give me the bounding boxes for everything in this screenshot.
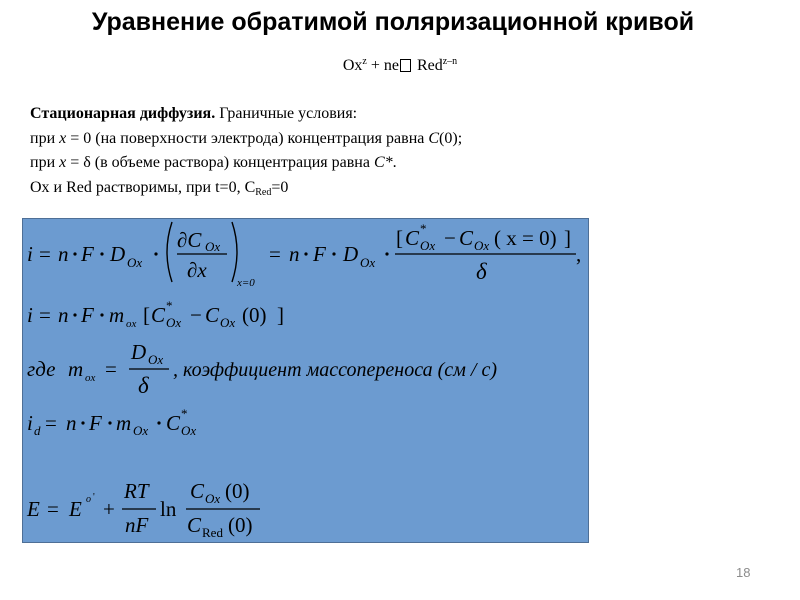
eq1-dot-1 <box>73 252 76 255</box>
eq5-ln: ln <box>160 497 177 521</box>
eq5-E0-sup: o <box>86 494 91 505</box>
eq1-i: i <box>27 242 33 266</box>
eq1-n: n <box>58 242 69 266</box>
condition-initial <box>30 176 462 206</box>
reaction-middle: + ne <box>366 57 399 74</box>
eq4-equals: = <box>45 411 57 435</box>
eq5-E0: E <box>69 497 82 521</box>
eq5-E0-sup2: ' <box>93 492 95 503</box>
eq1-dot-3 <box>154 252 157 255</box>
condition-initial-sub: Red <box>255 186 272 198</box>
condition-surface-end: (0); <box>439 129 463 147</box>
eq3-num: D <box>131 340 147 364</box>
eq4-n: n <box>66 411 77 435</box>
eq3-equals: = <box>105 357 117 381</box>
eq2-n: n <box>58 303 69 327</box>
condition-bulk-end: . <box>392 154 397 171</box>
eq1-equals-2: = <box>269 242 281 266</box>
eq4-c-sup: * <box>181 406 188 421</box>
eq3-den: δ <box>138 373 149 398</box>
condition-surface-text: при <box>30 129 60 147</box>
equation-flux-fick <box>27 221 581 289</box>
condition-bulk-c: C* <box>373 154 393 171</box>
eq1-partial-num-sub: Ox <box>205 239 221 254</box>
eq2-bracket-open: [ <box>143 303 150 327</box>
eq1-dot-4 <box>304 252 307 255</box>
eq1-comma: , <box>576 242 582 266</box>
eq2-bracket-close: ] <box>277 303 284 327</box>
eq2-minus: − <box>190 303 202 327</box>
eq2-F: F <box>81 303 94 327</box>
eq1-paren-right <box>232 222 237 282</box>
reaction-red: Red <box>412 57 443 74</box>
eq5-fden-sub: Red <box>202 525 223 540</box>
boundary-conditions <box>30 102 462 205</box>
condition-bulk-text: при <box>30 154 60 171</box>
eq4-c: C <box>166 411 181 435</box>
eq1-dot-6 <box>385 252 388 255</box>
eq4-i: i <box>27 411 33 435</box>
eq1-dot-5 <box>332 252 335 255</box>
eq1-partial-num: ∂C <box>177 228 202 252</box>
eq1-dot-2 <box>100 252 103 255</box>
condition-bulk-x: x <box>59 154 67 171</box>
condition-bulk <box>30 151 462 176</box>
eq4-m-sub: Ox <box>133 423 149 438</box>
condition-surface <box>30 127 462 152</box>
conditions-heading-line <box>30 102 462 127</box>
eq3-text: , коэффициент массопереноса (см / с) <box>173 359 497 381</box>
eq2-m-sub: ox <box>126 318 137 330</box>
eq1-delta: δ <box>476 259 487 284</box>
eq4-dot-3 <box>157 421 160 424</box>
eq2-arg: (0) <box>242 303 267 327</box>
eq2-cstar-sub: Ox <box>166 315 182 330</box>
eq5-fnum-arg: (0) <box>225 479 250 503</box>
eq2-cstar: C <box>151 303 166 327</box>
eq5-fden: C <box>187 513 202 537</box>
eq1-eval-sub: x=0 <box>237 277 255 289</box>
eq1-n-2: n <box>289 242 300 266</box>
eq4-c-sub: Ox <box>181 423 197 438</box>
eq1-bracket-open: [ <box>396 226 403 250</box>
eq3-m: m <box>68 357 84 381</box>
eq1-F: F <box>81 242 94 266</box>
equations-canvas <box>23 219 590 544</box>
eq2-dot-1 <box>73 313 76 316</box>
equations-panel <box>22 218 589 543</box>
eq4-m: m <box>116 411 132 435</box>
condition-surface-x: x <box>59 129 67 147</box>
eq4-dot-2 <box>108 421 111 424</box>
eq2-c: C <box>205 303 220 327</box>
equation-mass-transfer-coefficient <box>27 340 497 398</box>
eq1-c-sub: Ox <box>474 238 490 253</box>
reaction-red-charge: z–n <box>442 56 458 67</box>
slide-title: Уравнение обратимой поляризационной кривой <box>91 8 695 36</box>
eq3-num-sub: Ox <box>148 352 164 367</box>
eq5-num: RT <box>124 479 149 503</box>
reaction-ox: Ox <box>342 57 363 74</box>
eq1-F-2: F <box>313 242 326 266</box>
eq1-arg: ( x = 0) <box>494 226 557 250</box>
missing-glyph-icon <box>400 59 411 72</box>
eq5-den: nF <box>125 513 149 537</box>
eq2-equals: = <box>39 303 51 327</box>
eq5-fden-arg: (0) <box>228 513 253 537</box>
eq2-dot-2 <box>100 313 103 316</box>
condition-bulk-text-2: = δ (в объеме раствора) концентрация равна <box>66 154 374 171</box>
eq1-D: D <box>110 242 126 266</box>
eq1-D-2: D <box>343 242 359 266</box>
eq1-paren-left <box>167 222 172 282</box>
equation-nernst <box>26 479 260 540</box>
condition-surface-c: C <box>428 129 440 147</box>
eq2-c-sub: Ox <box>220 315 236 330</box>
eq3-m-sub: ox <box>85 372 96 384</box>
eq1-cstar-sup: * <box>420 221 427 236</box>
eq5-plus: + <box>103 497 115 521</box>
eq4-F: F <box>89 411 102 435</box>
eq4-dot-1 <box>81 421 84 424</box>
eq2-cstar-sup: * <box>166 298 173 313</box>
eq1-partial-den: ∂x <box>187 258 207 282</box>
eq1-equals: = <box>39 242 51 266</box>
eq1-D-2-sub: Ox <box>360 255 376 270</box>
eq1-D-sub: Ox <box>127 255 143 270</box>
eq1-cstar: C <box>405 226 420 250</box>
eq3-where: где <box>27 357 56 381</box>
conditions-heading: Стационарная диффузия. <box>30 105 216 122</box>
eq5-equals: = <box>47 497 59 521</box>
page-number: 18 <box>736 565 751 580</box>
eq1-bracket-close: ] <box>564 226 571 250</box>
condition-surface-text-2: = 0 (на поверхности электрода) концентрация равна <box>66 129 429 147</box>
condition-initial-text: Ox и Red растворимы, при t=0, C <box>30 178 256 196</box>
eq5-fnum: C <box>190 479 205 503</box>
eq4-i-sub: d <box>34 423 41 438</box>
eq5-fnum-sub: Ox <box>205 491 221 506</box>
condition-initial-end: =0 <box>271 178 289 196</box>
reaction-equation <box>0 56 800 75</box>
reaction-ox-charge: z <box>362 56 367 67</box>
conditions-heading-rest: Граничные условия: <box>215 105 358 122</box>
equation-limiting-current <box>27 406 196 438</box>
eq1-c: C <box>459 226 474 250</box>
eq1-cstar-sub: Ox <box>420 238 436 253</box>
eq2-m: m <box>109 303 125 327</box>
eq1-minus: − <box>444 226 456 250</box>
eq5-E: E <box>27 497 40 521</box>
equation-flux-mass-transfer <box>27 298 284 330</box>
eq2-i: i <box>27 303 33 327</box>
